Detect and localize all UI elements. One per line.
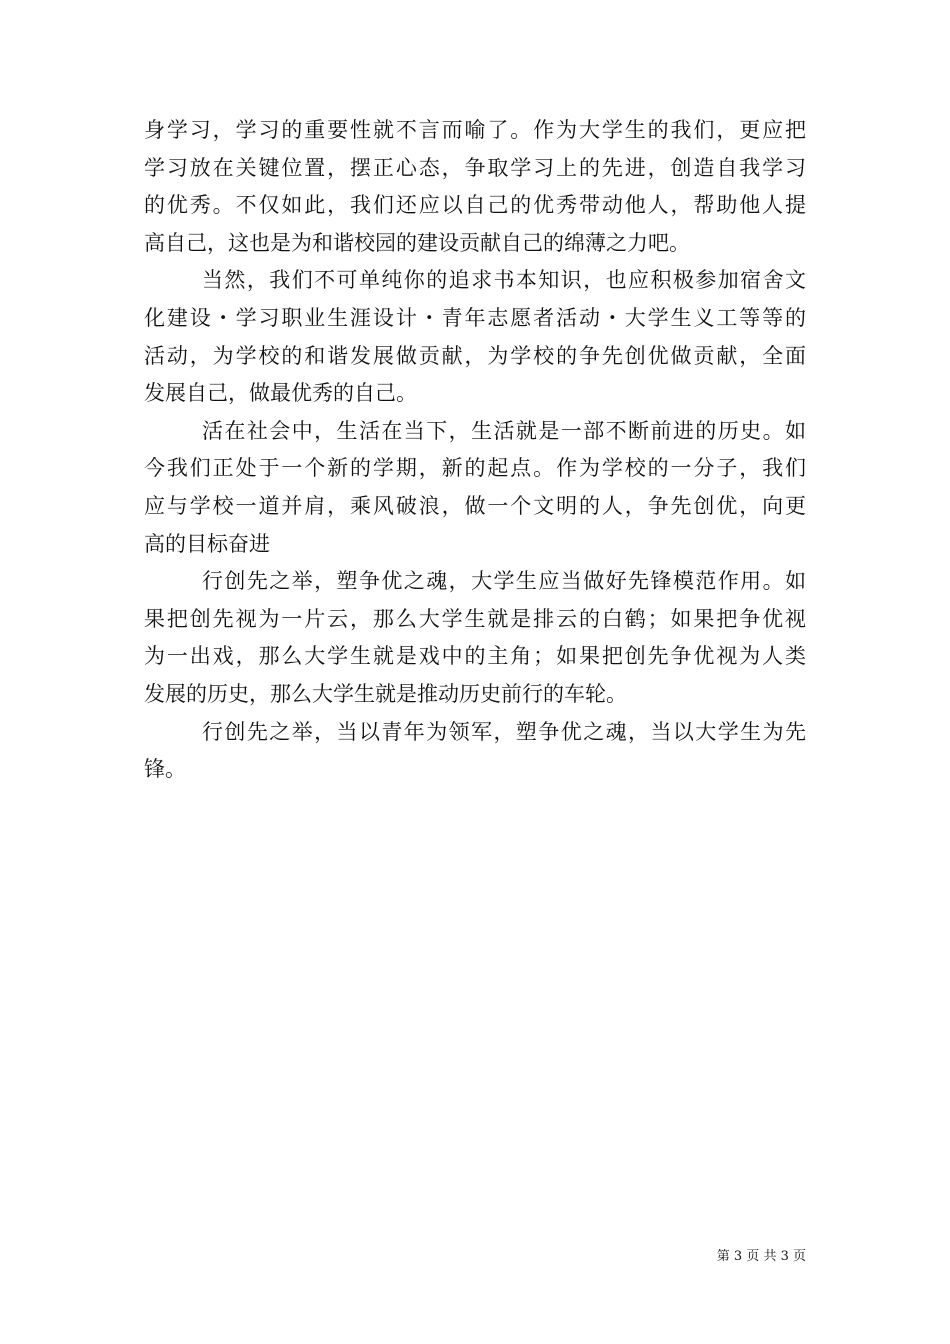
text-line: 发展的历史，那么大学生就是推动历史前行的车轮。	[144, 681, 627, 706]
text-line: 行创先之举，塑争优之魂，大学生应当做好先锋模范作用。如	[202, 569, 806, 594]
text-line: 的优秀。不仅如此，我们还应以自己的优秀带动他人，帮助他人提	[144, 193, 806, 218]
text-line: 高的目标奋进	[144, 531, 270, 556]
text-line: 身学习，学习的重要性就不言而喻了。作为大学生的我们，更应把	[144, 118, 806, 142]
text-line: 今我们正处于一个新的学期，新的起点。作为学校的一分子，我们	[144, 456, 806, 481]
text-line: 当然，我们不可单纯你的追求书本知识，也应积极参加宿舍文	[202, 268, 806, 293]
text-line: 果把创先视为一片云，那么大学生就是排云的白鹤；如果把争优视	[144, 606, 806, 631]
text-line: 为一出戏，那么大学生就是戏中的主角；如果把创先争优视为人类	[144, 644, 806, 669]
text-line: 化建设・学习职业生涯设计・青年志愿者活动・大学生义工等等的	[144, 305, 806, 330]
text-line: 锋。	[144, 757, 186, 782]
document-body	[144, 112, 806, 789]
text-line: 应与学校一道并肩，乘风破浪，做一个文明的人，争先创优，向更	[144, 493, 806, 518]
text-line: 行创先之举，当以青年为领军，塑争优之魂，当以大学生为先	[202, 719, 806, 744]
text-line: 活动，为学校的和谐发展做贡献，为学校的争先创优做贡献，全面	[144, 343, 806, 368]
text-line: 高自己，这也是为和谐校园的建设贡献自己的绵薄之力吧。	[144, 230, 690, 255]
text-line: 活在社会中，生活在当下，生活就是一部不断前进的历史。如	[202, 418, 806, 443]
page-number: 第 3 页 共 3 页	[716, 1249, 806, 1264]
text-line: 发展自己，做最优秀的自己。	[144, 381, 417, 406]
text-line: 学习放在关键位置，摆正心态，争取学习上的先进，创造自我学习	[144, 155, 806, 180]
